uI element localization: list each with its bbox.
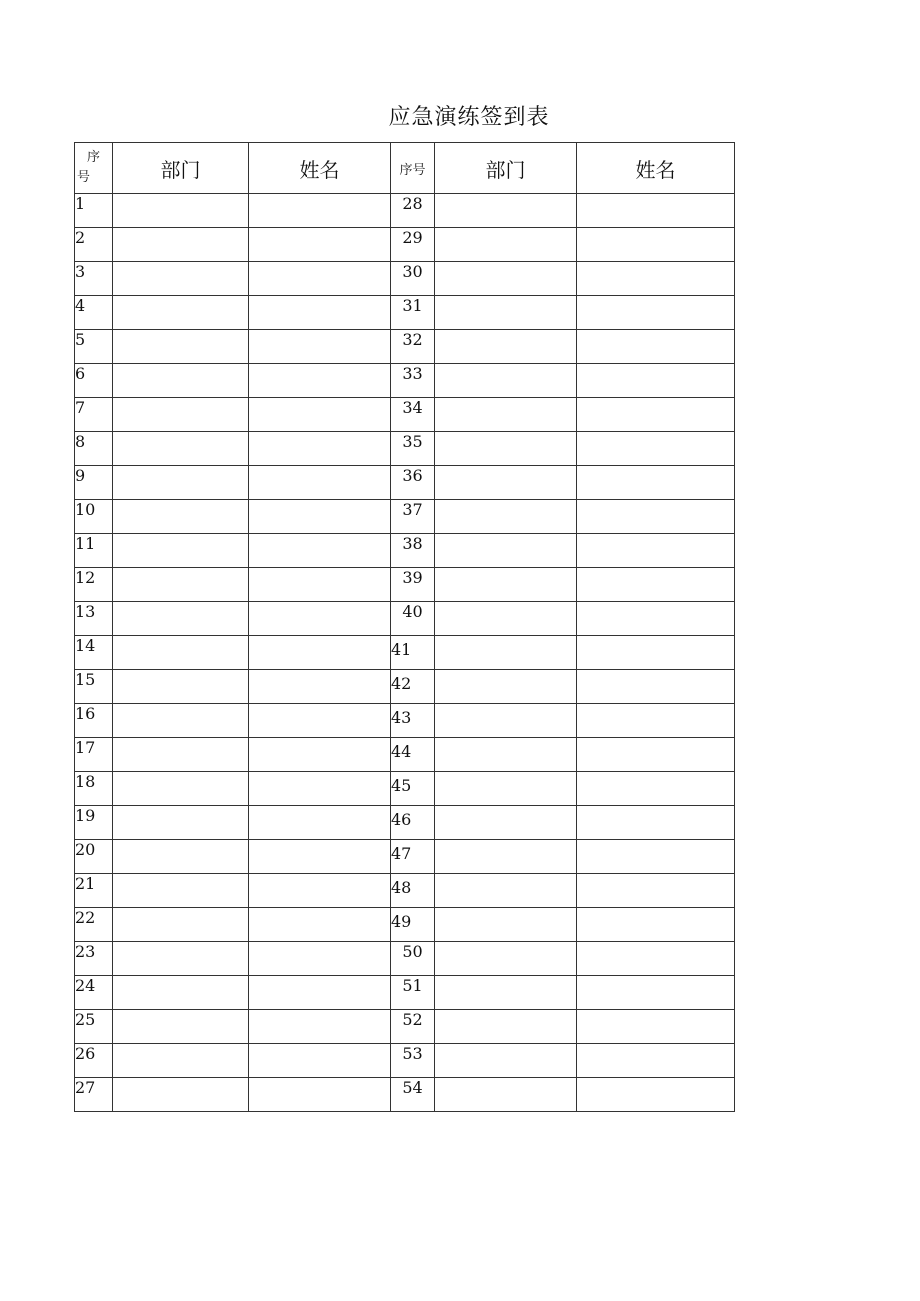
row-number-right: 30 [391,262,435,296]
name-cell-right[interactable] [577,874,735,908]
table-row [75,602,735,636]
dept-cell-right[interactable] [435,772,577,806]
table-row [75,1044,735,1078]
dept-cell-left[interactable] [113,942,249,976]
table-row [75,772,735,806]
dept-cell-left[interactable] [113,704,249,738]
table-row [75,942,735,976]
table-row [75,262,735,296]
dept-cell-left[interactable] [113,398,249,432]
dept-cell-left[interactable] [113,840,249,874]
header-name-left: 姓名 [249,143,391,194]
row-number-right: 45 [391,772,435,806]
name-cell-right[interactable] [577,942,735,976]
header-seq-left-line2: 号 [77,170,91,185]
row-number-left: 1 [75,194,113,228]
row-number-right: 29 [391,228,435,262]
dept-cell-right[interactable] [435,330,577,364]
dept-cell-right[interactable] [435,942,577,976]
dept-cell-left[interactable] [113,194,249,228]
table-row [75,1078,735,1112]
row-number-right: 28 [391,194,435,228]
name-cell-left[interactable] [249,806,391,840]
row-number-left: 10 [75,500,113,534]
table-row [75,296,735,330]
row-number-right: 41 [391,636,435,670]
header-seq-right: 序号 [391,143,435,194]
row-number-left: 3 [75,262,113,296]
row-number-left: 23 [75,942,113,976]
row-number-right: 46 [391,806,435,840]
row-number-right: 34 [391,398,435,432]
row-number-right: 44 [391,738,435,772]
name-cell-left[interactable] [249,1044,391,1078]
name-cell-left[interactable] [249,296,391,330]
dept-cell-right[interactable] [435,704,577,738]
row-number-left: 22 [75,908,113,942]
row-number-left: 9 [75,466,113,500]
row-number-left: 24 [75,976,113,1010]
dept-cell-left[interactable] [113,228,249,262]
row-number-right: 52 [391,1010,435,1044]
name-cell-right[interactable] [577,738,735,772]
row-number-left: 20 [75,840,113,874]
header-seq-left [75,143,113,194]
dept-cell-left[interactable] [113,262,249,296]
name-cell-right[interactable] [577,772,735,806]
dept-cell-right[interactable] [435,806,577,840]
name-cell-left[interactable] [249,874,391,908]
dept-cell-right[interactable] [435,398,577,432]
row-number-right: 47 [391,840,435,874]
table-row [75,568,735,602]
dept-cell-right[interactable] [435,500,577,534]
name-cell-left[interactable] [249,840,391,874]
row-number-left: 25 [75,1010,113,1044]
name-cell-left[interactable] [249,194,391,228]
row-number-left: 27 [75,1078,113,1112]
table-row [75,976,735,1010]
header-dept-right: 部门 [435,143,577,194]
name-cell-right[interactable] [577,1044,735,1078]
name-cell-left[interactable] [249,262,391,296]
name-cell-left[interactable] [249,704,391,738]
row-number-left: 13 [75,602,113,636]
row-number-right: 40 [391,602,435,636]
dept-cell-left[interactable] [113,772,249,806]
dept-cell-left[interactable] [113,500,249,534]
table-row [75,194,735,228]
signin-table [74,142,735,1112]
table-row [75,466,735,500]
header-row [75,143,735,194]
name-cell-right[interactable] [577,976,735,1010]
name-cell-right[interactable] [577,534,735,568]
table-row [75,398,735,432]
table-row [75,840,735,874]
name-cell-left[interactable] [249,228,391,262]
dept-cell-left[interactable] [113,874,249,908]
name-cell-left[interactable] [249,364,391,398]
dept-cell-left[interactable] [113,738,249,772]
name-cell-right[interactable] [577,364,735,398]
row-number-right: 51 [391,976,435,1010]
dept-cell-right[interactable] [435,1078,577,1112]
table-row [75,432,735,466]
name-cell-right[interactable] [577,908,735,942]
dept-cell-left[interactable] [113,364,249,398]
name-cell-right[interactable] [577,432,735,466]
name-cell-right[interactable] [577,466,735,500]
dept-cell-right[interactable] [435,194,577,228]
dept-cell-right[interactable] [435,602,577,636]
row-number-left: 15 [75,670,113,704]
dept-cell-right[interactable] [435,670,577,704]
name-cell-right[interactable] [577,194,735,228]
name-cell-right[interactable] [577,228,735,262]
table-row [75,908,735,942]
row-number-left: 11 [75,534,113,568]
row-number-left: 16 [75,704,113,738]
row-number-left: 19 [75,806,113,840]
name-cell-left[interactable] [249,772,391,806]
dept-cell-left[interactable] [113,976,249,1010]
row-number-right: 35 [391,432,435,466]
dept-cell-left[interactable] [113,296,249,330]
row-number-right: 31 [391,296,435,330]
dept-cell-right[interactable] [435,364,577,398]
dept-cell-left[interactable] [113,466,249,500]
row-number-right: 42 [391,670,435,704]
name-cell-right[interactable] [577,1010,735,1044]
dept-cell-right[interactable] [435,534,577,568]
dept-cell-left[interactable] [113,636,249,670]
row-number-right: 54 [391,1078,435,1112]
row-number-right: 38 [391,534,435,568]
name-cell-right[interactable] [577,1078,735,1112]
header-name-right: 姓名 [577,143,735,194]
name-cell-left[interactable] [249,466,391,500]
row-number-right: 49 [391,908,435,942]
name-cell-left[interactable] [249,636,391,670]
dept-cell-left[interactable] [113,1078,249,1112]
table-row [75,670,735,704]
dept-cell-right[interactable] [435,466,577,500]
name-cell-left[interactable] [249,602,391,636]
row-number-left: 12 [75,568,113,602]
name-cell-right[interactable] [577,670,735,704]
dept-cell-left[interactable] [113,1044,249,1078]
dept-cell-right[interactable] [435,840,577,874]
table-row [75,636,735,670]
row-number-right: 39 [391,568,435,602]
table-row [75,738,735,772]
dept-cell-left[interactable] [113,908,249,942]
name-cell-right[interactable] [577,262,735,296]
row-number-left: 6 [75,364,113,398]
header-dept-left: 部门 [113,143,249,194]
dept-cell-left[interactable] [113,534,249,568]
dept-cell-left[interactable] [113,330,249,364]
row-number-right: 53 [391,1044,435,1078]
dept-cell-right[interactable] [435,976,577,1010]
row-number-right: 43 [391,704,435,738]
row-number-left: 21 [75,874,113,908]
table-row [75,1010,735,1044]
row-number-right: 32 [391,330,435,364]
dept-cell-left[interactable] [113,602,249,636]
row-number-left: 4 [75,296,113,330]
row-number-right: 36 [391,466,435,500]
table-row [75,330,735,364]
name-cell-right[interactable] [577,704,735,738]
dept-cell-right[interactable] [435,568,577,602]
name-cell-right[interactable] [577,296,735,330]
dept-cell-right[interactable] [435,432,577,466]
dept-cell-right[interactable] [435,738,577,772]
row-number-left: 7 [75,398,113,432]
name-cell-right[interactable] [577,840,735,874]
dept-cell-left[interactable] [113,568,249,602]
row-number-right: 33 [391,364,435,398]
table-row [75,228,735,262]
dept-cell-right[interactable] [435,908,577,942]
name-cell-left[interactable] [249,942,391,976]
name-cell-left[interactable] [249,1078,391,1112]
row-number-left: 17 [75,738,113,772]
name-cell-right[interactable] [577,568,735,602]
name-cell-right[interactable] [577,330,735,364]
name-cell-left[interactable] [249,330,391,364]
table-row [75,364,735,398]
table-row [75,874,735,908]
name-cell-left[interactable] [249,908,391,942]
row-number-left: 8 [75,432,113,466]
table-body [75,194,735,1112]
name-cell-left[interactable] [249,670,391,704]
name-cell-left[interactable] [249,738,391,772]
header-seq-left-line1: 序 [86,150,100,165]
row-number-right: 37 [391,500,435,534]
name-cell-left[interactable] [249,432,391,466]
dept-cell-right[interactable] [435,228,577,262]
name-cell-left[interactable] [249,976,391,1010]
name-cell-right[interactable] [577,806,735,840]
dept-cell-left[interactable] [113,432,249,466]
dept-cell-right[interactable] [435,296,577,330]
page-title: 应急演练签到表 [388,105,550,130]
row-number-left: 2 [75,228,113,262]
row-number-right: 48 [391,874,435,908]
name-cell-right[interactable] [577,500,735,534]
name-cell-left[interactable] [249,500,391,534]
dept-cell-right[interactable] [435,262,577,296]
table-row [75,806,735,840]
dept-cell-right[interactable] [435,636,577,670]
dept-cell-left[interactable] [113,806,249,840]
table-row [75,704,735,738]
row-number-right: 50 [391,942,435,976]
dept-cell-right[interactable] [435,1044,577,1078]
dept-cell-left[interactable] [113,1010,249,1044]
name-cell-right[interactable] [577,398,735,432]
row-number-left: 18 [75,772,113,806]
table-row [75,500,735,534]
dept-cell-right[interactable] [435,874,577,908]
row-number-left: 26 [75,1044,113,1078]
row-number-left: 14 [75,636,113,670]
name-cell-left[interactable] [249,568,391,602]
name-cell-right[interactable] [577,602,735,636]
dept-cell-right[interactable] [435,1010,577,1044]
name-cell-left[interactable] [249,1010,391,1044]
table-row [75,534,735,568]
row-number-left: 5 [75,330,113,364]
name-cell-left[interactable] [249,534,391,568]
name-cell-right[interactable] [577,636,735,670]
dept-cell-left[interactable] [113,670,249,704]
name-cell-left[interactable] [249,398,391,432]
